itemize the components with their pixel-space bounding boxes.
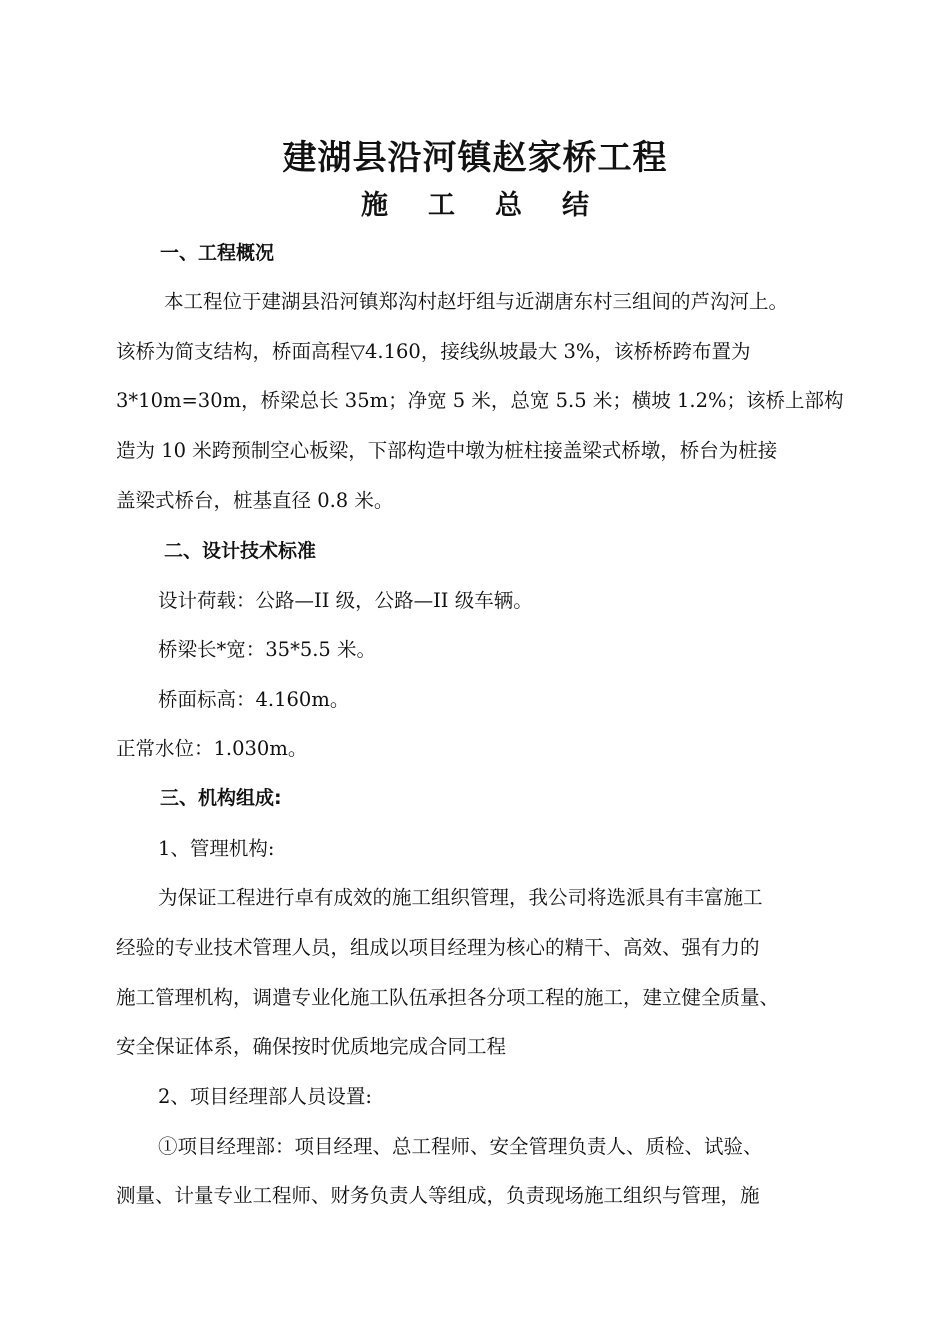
paragraph-line: 为保证工程进行卓有成效的施工组织管理，我公司将选派具有丰富施工 [158, 886, 763, 909]
paragraph-line: 盖梁式桥台，桩基直径 0.8 米。 [116, 489, 394, 512]
section-heading-organization: 三、机构组成: [160, 787, 282, 809]
section-heading-standards: 二、设计技术标准 [164, 540, 317, 562]
document-subtitle: 施工总结 [361, 190, 629, 221]
paragraph-line: 测量、计量专业工程师、财务负责人等组成，负责现场施工组织与管理，施 [116, 1184, 760, 1207]
subsection-heading-management: 1、管理机构: [158, 837, 275, 860]
paragraph-line: ①项目经理部：项目经理、总工程师、安全管理负责人、质检、试验、 [158, 1135, 763, 1158]
standard-line-load: 设计荷载：公路—II 级，公路—II 级车辆。 [158, 589, 533, 612]
subsection-heading-staffing: 2、项目经理部人员设置: [158, 1085, 372, 1108]
standard-line-elevation: 桥面标高：4.160m。 [158, 688, 350, 711]
section-heading-overview: 一、工程概况 [160, 242, 275, 264]
standard-line-water-level: 正常水位：1.030m。 [116, 737, 308, 760]
paragraph-line: 3*10m=30m，桥梁总长 35m；净宽 5 米，总宽 5.5 米；横坡 1.2%；该桥上部构 [116, 389, 844, 412]
paragraph-line: 造为 10 米跨预制空心板梁，下部构造中墩为桩柱接盖梁式桥墩，桥台为桩接 [116, 439, 778, 462]
paragraph-line: 安全保证体系，确保按时优质地完成合同工程 [116, 1035, 507, 1058]
standard-line-size: 桥梁长*宽：35*5.5 米。 [158, 638, 377, 661]
document-title: 建湖县沿河镇赵家桥工程 [282, 138, 668, 178]
paragraph-line: 本工程位于建湖县沿河镇郑沟村赵圩组与近湖唐东村三组间的芦沟河上。 [164, 290, 789, 313]
paragraph-line: 施工管理机构，调遣专业化施工队伍承担各分项工程的施工，建立健全质量、 [116, 986, 780, 1009]
paragraph-line: 经验的专业技术管理人员，组成以项目经理为核心的精干、高效、强有力的 [116, 936, 760, 959]
paragraph-line: 该桥为简支结构，桥面高程▽4.160，接线纵坡最大 3%，该桥桥跨布置为 [116, 340, 751, 363]
